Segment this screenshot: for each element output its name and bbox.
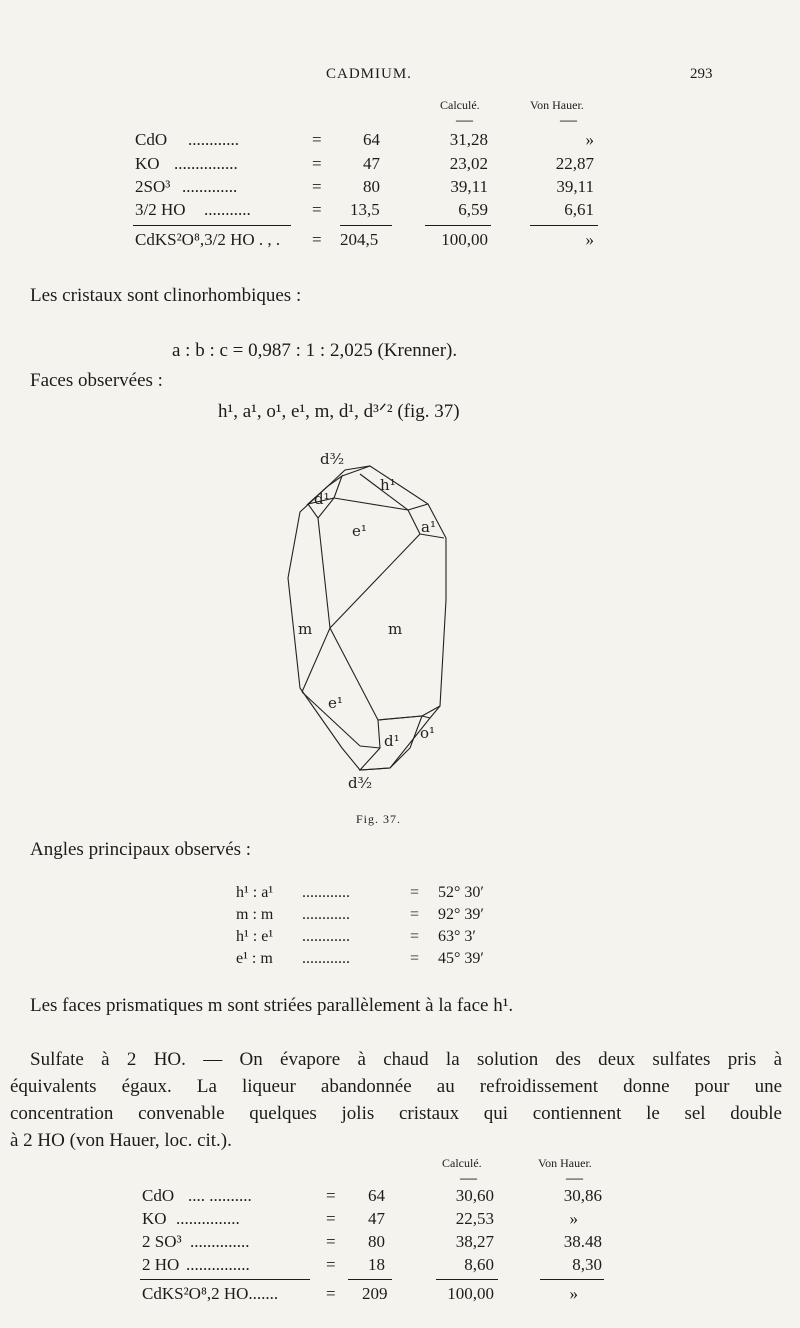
- table-row-hauer: »: [585, 130, 594, 149]
- table-total-hauer: »: [585, 230, 594, 249]
- table-row-calc: 39,11: [450, 177, 488, 196]
- label-d1-bottom: d¹: [384, 732, 400, 750]
- label-e1-top: e¹: [352, 522, 367, 540]
- table-row-formula: 2 HO: [142, 1255, 180, 1274]
- table-rule: [540, 1279, 604, 1280]
- table-row-calc: 38,27: [455, 1232, 494, 1251]
- table-rule: [530, 225, 598, 226]
- page-number: 293: [690, 66, 713, 82]
- table-row-equals: =: [312, 200, 322, 219]
- angle-equals: =: [410, 950, 420, 967]
- table-rule: [348, 1279, 392, 1280]
- table-row-calc: 31,28: [449, 130, 488, 149]
- angle-equals: =: [410, 884, 420, 901]
- table-row-hauer: 8,30: [572, 1255, 602, 1274]
- table-row-calc: 8,60: [464, 1255, 494, 1274]
- table-row-equals: =: [326, 1209, 336, 1228]
- label-h1: h¹: [380, 476, 396, 494]
- paragraph-striees: Les faces prismatiques m sont striées parallèlement à la face h¹.: [30, 995, 514, 1016]
- column-header-von-hauer: Von Hauer.: [530, 98, 584, 112]
- table-row-equals: =: [312, 130, 322, 149]
- table-row-dots: .............: [182, 177, 238, 196]
- table-row-calc: 30,60: [455, 1186, 494, 1205]
- label-e1-bottom: e¹: [328, 694, 343, 712]
- angle-equals: =: [410, 928, 420, 945]
- table-row-hauer: 6,61: [564, 200, 594, 219]
- angle-dots: ............: [302, 950, 350, 967]
- label-o1: o¹: [420, 724, 436, 742]
- table-row-dots: ...........: [204, 200, 251, 219]
- table-row-formula: 2SO³: [135, 177, 171, 196]
- table-total-calc: 100,00: [447, 1284, 494, 1303]
- table-row-dots: ...............: [186, 1255, 250, 1274]
- angle-value: 52° 30′: [438, 884, 484, 901]
- faces-label: Faces observées :: [30, 370, 163, 391]
- table-row-dots: ............: [188, 130, 239, 149]
- column-dash-calcule: —: [460, 1168, 477, 1187]
- label-m-right: m: [388, 620, 403, 638]
- table-row-value: 80: [363, 177, 380, 196]
- table-row-calc: 23,02: [449, 154, 488, 173]
- table-row-dots: ...............: [176, 1209, 240, 1228]
- table-row-calc: 22,53: [455, 1209, 494, 1228]
- paragraph-line: Sulfate à 2 HO. — On évapore à chaud la solution des deux sulfates pris à: [30, 1049, 782, 1070]
- angle-dots: ............: [302, 884, 350, 901]
- angle-label: h¹ : e¹: [236, 928, 274, 945]
- column-dash-calcule: —: [456, 110, 473, 129]
- table-row-hauer: »: [569, 1209, 578, 1228]
- table-row-formula: CdO: [135, 130, 168, 149]
- table-row-value: 64: [363, 130, 380, 149]
- table-rule: [340, 225, 392, 226]
- table-row-formula: 2 SO³: [142, 1232, 182, 1251]
- table-total-equals: =: [312, 230, 322, 249]
- angle-label: m : m: [236, 906, 274, 923]
- table-row-value: 80: [368, 1232, 385, 1251]
- paragraph-line: à 2 HO (von Hauer, loc. cit.).: [10, 1130, 232, 1151]
- angle-value: 63° 3′: [438, 928, 476, 945]
- table-row-formula: 3/2 HO: [135, 200, 186, 219]
- paragraph-line: équivalents égaux. La liqueur abandonnée au refroidissement donne pour une: [10, 1076, 782, 1097]
- label-d32-top: d³⁄₂: [320, 450, 345, 468]
- angle-equals: =: [410, 906, 420, 923]
- table-total-equals: =: [326, 1284, 336, 1303]
- angle-dots: ............: [302, 928, 350, 945]
- table-rule: [133, 225, 291, 226]
- label-d32-bottom: d³⁄₂: [348, 774, 373, 792]
- table-row-hauer: 39,11: [556, 177, 594, 196]
- label-d1-top: d¹: [314, 490, 330, 508]
- table-rule: [140, 1279, 310, 1280]
- table-row-value: 18: [368, 1255, 385, 1274]
- table-row-equals: =: [326, 1255, 336, 1274]
- column-header-calcule: Calculé.: [440, 98, 480, 112]
- table-row-hauer: 30,86: [563, 1186, 602, 1205]
- crystal-figure: [280, 448, 470, 798]
- column-header-von-hauer: Von Hauer.: [538, 1156, 592, 1170]
- figure-caption: Fig. 37.: [356, 812, 402, 826]
- table-row-equals: =: [312, 177, 322, 196]
- angle-dots: ............: [302, 906, 350, 923]
- table-row-dots: .... ..........: [188, 1186, 252, 1205]
- table-rule: [425, 225, 491, 226]
- table-row-calc: 6,59: [458, 200, 488, 219]
- faces-list: h¹, a¹, o¹, e¹, m, d¹, d³ᐟ² (fig. 37): [218, 401, 460, 422]
- angle-value: 45° 39′: [438, 950, 484, 967]
- column-dash-hauer: —: [560, 110, 577, 129]
- paragraph-crystals: Les cristaux sont clinorhombiques :: [30, 285, 302, 306]
- table-row-formula: KO: [142, 1209, 167, 1228]
- table-row-hauer: 22,87: [555, 154, 594, 173]
- table-row-value: 47: [363, 154, 380, 173]
- table-row-hauer: 38.48: [563, 1232, 602, 1251]
- angle-value: 92° 39′: [438, 906, 484, 923]
- running-header: CADMIUM.: [326, 66, 412, 82]
- angles-label: Angles principaux observés :: [30, 839, 252, 860]
- table-row-dots: ..............: [190, 1232, 250, 1251]
- table-total-formula: CdKS²O⁸,2 HO.......: [142, 1284, 279, 1303]
- table-total-calc: 100,00: [441, 230, 488, 249]
- column-header-calcule: Calculé.: [442, 1156, 482, 1170]
- table-total-formula: CdKS²O⁸,3/2 HO . , .: [135, 230, 281, 249]
- table-total-value: 204,5: [340, 230, 379, 249]
- paragraph-line: concentration convenable quelques jolis cristaux qui contiennent le sel double: [10, 1103, 782, 1124]
- axial-ratio: a : b : c = 0,987 : 1 : 2,025 (Krenner).: [172, 340, 458, 361]
- angle-label: h¹ : a¹: [236, 884, 274, 901]
- label-a1: a¹: [421, 518, 436, 536]
- table-row-value: 47: [368, 1209, 385, 1228]
- table-total-hauer: »: [569, 1284, 578, 1303]
- table-rule: [436, 1279, 498, 1280]
- table-row-equals: =: [326, 1232, 336, 1251]
- label-m-left: m: [298, 620, 313, 638]
- column-dash-hauer: —: [566, 1168, 583, 1187]
- table-total-value: 209: [362, 1284, 388, 1303]
- table-row-formula: KO: [135, 154, 160, 173]
- angle-label: e¹ : m: [236, 950, 273, 967]
- table-row-equals: =: [312, 154, 322, 173]
- table-row-equals: =: [326, 1186, 336, 1205]
- table-row-dots: ...............: [174, 154, 238, 173]
- table-row-value: 13,5: [350, 200, 380, 219]
- table-row-formula: CdO: [142, 1186, 175, 1205]
- table-row-value: 64: [368, 1186, 385, 1205]
